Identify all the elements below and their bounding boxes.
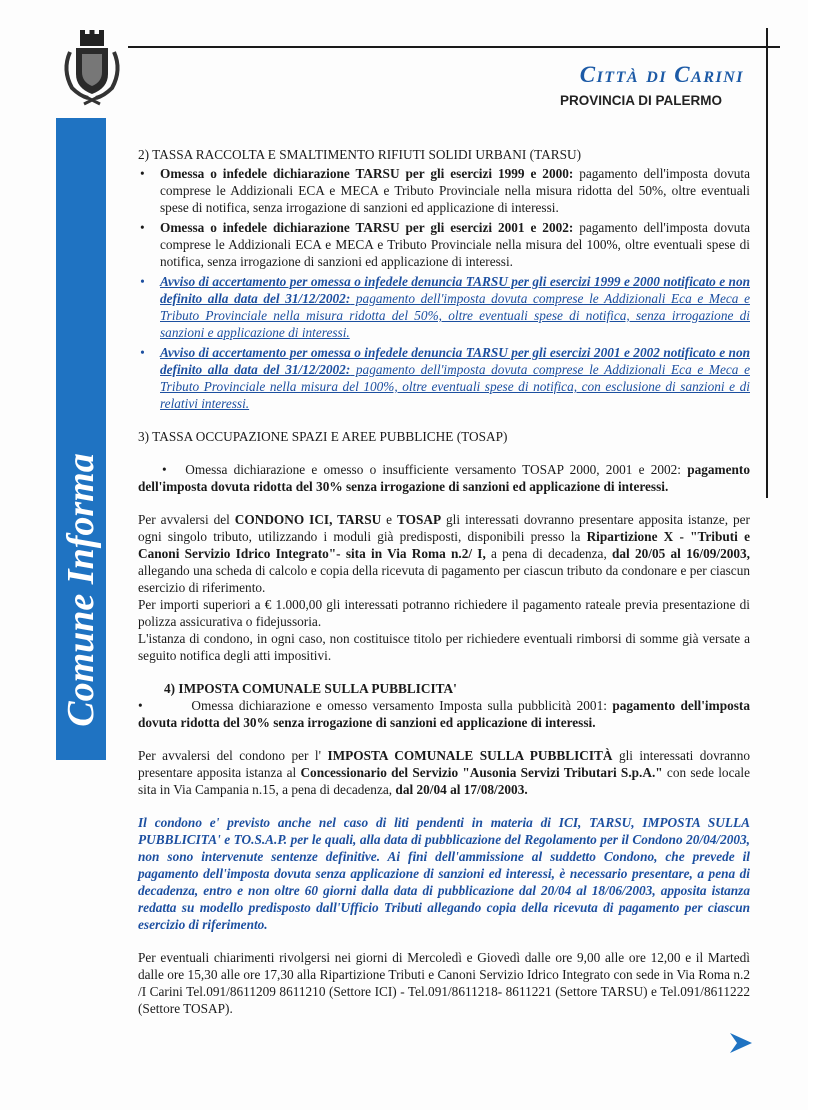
item-bold: pagamento dell'imposta dovuta ridotta del 30% senza irrogazione di sanzioni ed applicazione di interessi. [138,462,750,494]
item-text: Omessa dichiarazione e omesso o insufficiente versamento TOSAP 2000, 2001 e 2002: [185,462,681,477]
item-lead: Omessa o infedele dichiarazione TARSU per gli esercizi 1999 e 2000: [160,166,574,181]
item-lead: Avviso di accertamento per omessa o infedele denuncia TARSU per gli esercizi 2001 e 2002 notificato e non definito alla data del 31/12/2002: [160,345,750,377]
condono-notice: Il condono e' previsto anche nel caso di liti pendenti in materia di ICI, TARSU, IMPOSTA SULLA PUBBLICITA' e TO.S.A.P. per le quali, alla data di pubblicazione del Regolamento per il Condono 20/04/2003, non sono intervenute sentenze definitive. Ai fini dell'ammissione al suddetto Condono, che prevede il pagamento dell'imposta dovuta senza applicazione di sanzioni ed interessi, è necessario presentare, a pena di decadenza, entro e non oltre 60 giorni dalla data di pubblicazione dal 20/04 al 18/06/2003, apposita istanza redatta su modello predisposto dall'Ufficio Tributi allegando copia della ricevuta di pagamento per ciascun esercizio di riferimento. [138,815,750,932]
side-banner-text: Comune Informa [60,453,102,727]
condono-paragraph: Per avvalersi del CONDONO ICI, TARSU e TOSAP gli interessati dovranno presentare apposita istanze, per ogni singolo tributo, utilizzando i moduli già predisposti, disponibili presso la Ripartizione X - "Tributi e Canoni Servizio Idrico Integrato"- sita in Via Roma n.2/ I, a pena di decadenza, dal 20/05 al 16/09/2003, allegando una scheda di calcolo e copia della ricevuta di pagamento per ciascun tributo da condonare e per ciascun esercizio di riferimento. [138,512,750,595]
item-bold: pagamento dell'imposta dovuta ridotta del 30% senza irrogazione di sanzioni ed applicazione di interessi. [138,698,750,730]
province-subtitle: PROVINCIA DI PALERMO [559,93,722,108]
document-body [138,146,750,1017]
item-lead: Avviso di accertamento per omessa o infedele denuncia TARSU per gli esercizi 1999 e 2000 notificato e non definito alla data del 31/12/2002: [160,274,750,306]
header-rule [128,46,780,48]
list-item [138,165,750,216]
contact-info: Per eventuali chiarimenti rivolgersi nei giorni di Mercoledì e Giovedì dalle ore 9,00 alle ore 12,00 e il Martedì dalle ore 15,30 alle ore 17,30 alla Ripartizione Tributi e Canoni Servizio Idrico Integrato con sede in Via Roma n.2 /I Carini Tel.091/8611209 8611210 (Settore ICI) - Tel.091/8611218- 8611221 (Settore TARSU) e Tel.091/8611222 (Settore TOSAP). [138,950,750,1016]
city-title: Città di Carini [579,62,744,87]
item-text: pagamento dell'imposta dovuta comprese le Addizionali Eca e Meca e Tributo Provinciale nella misura del 100%, oltre eventuali spese di notifica, con esclusione di sanzioni e di relativi interessi. [160,362,750,411]
condono-installments: Per importi superiori a € 1.000,00 gli interessati potranno richiedere il pagamento rateale previa presentazione di polizza assicurativa o fidejussoria. [138,597,750,629]
next-page-arrow-icon[interactable] [728,1030,754,1056]
section-title-pubblicita: 4) IMPOSTA COMUNALE SULLA PUBBLICITA' [164,681,457,696]
right-rule [766,28,768,498]
section-title-tosap: 3) TASSA OCCUPAZIONE SPAZI E AREE PUBBLICHE (TOSAP) [138,429,508,444]
tarsu-notice-list [138,273,750,412]
crest-icon [58,30,126,106]
section-title-tarsu: 2) TASSA RACCOLTA E SMALTIMENTO RIFIUTI SOLIDI URBANI (TARSU) [138,147,582,162]
list-item [138,273,750,341]
pubblicita-paragraph: Per avvalersi del condono per l' IMPOSTA COMUNALE SULLA PUBBLICITÀ gli interessati dovranno presentare apposita istanza al Concessionario del Servizio "Ausonia Servizi Tributari S.p.A." con sede locale sita in Via Campania n.15, a pena di decadenza, dal 20/04 al 17/08/2003. [138,748,750,797]
list-item [138,344,750,412]
item-text: pagamento dell'imposta dovuta comprese le Addizionali ECA e MECA e Tributo Provinciale nella misura ridotta del 50%, oltre eventuali spese di notifica, senza irrogazione di sanzioni ed applicazione di interessi. [160,166,750,215]
item-text: pagamento dell'imposta dovuta comprese le Addizionali ECA e MECA e Tributo Provinciale nella misura del 100%, oltre eventuali spese di notifica, senza irrogazione di sanzioni ed applicazione di interessi. [160,220,750,269]
item-lead: Omessa o infedele dichiarazione TARSU per gli esercizi 2001 e 2002: [160,220,574,235]
tosap-item: • Omessa dichiarazione e omesso o insufficiente versamento TOSAP 2000, 2001 e 2002: pagamento dell'imposta dovuta ridotta del 30% senza irrogazione di sanzioni ed applicazione di interessi. [138,462,750,494]
pubblicita-item: • Omessa dichiarazione e omesso versamento Imposta sulla pubblicità 2001: pagamento dell'imposta dovuta ridotta del 30% senza irrogazione di sanzioni ed applicazione di interessi. [138,698,750,730]
item-text: pagamento dell'imposta dovuta comprese le Addizionali Eca e Meca e Tributo Provinciale nella misura ridotta del 50%, oltre eventuali spese di notifica, senza irrogazione di sanzioni e applicazione di interessi. [160,291,750,340]
item-text: Omessa dichiarazione e omesso versamento Imposta sulla pubblicità 2001: [191,698,607,713]
tarsu-list [138,165,750,270]
list-item [138,219,750,270]
condono-refunds: L'istanza di condono, in ogni caso, non costituisce titolo per richiedere eventuali rimborsi di somme già versate a seguito notifica degli atti impositivi. [138,631,750,663]
